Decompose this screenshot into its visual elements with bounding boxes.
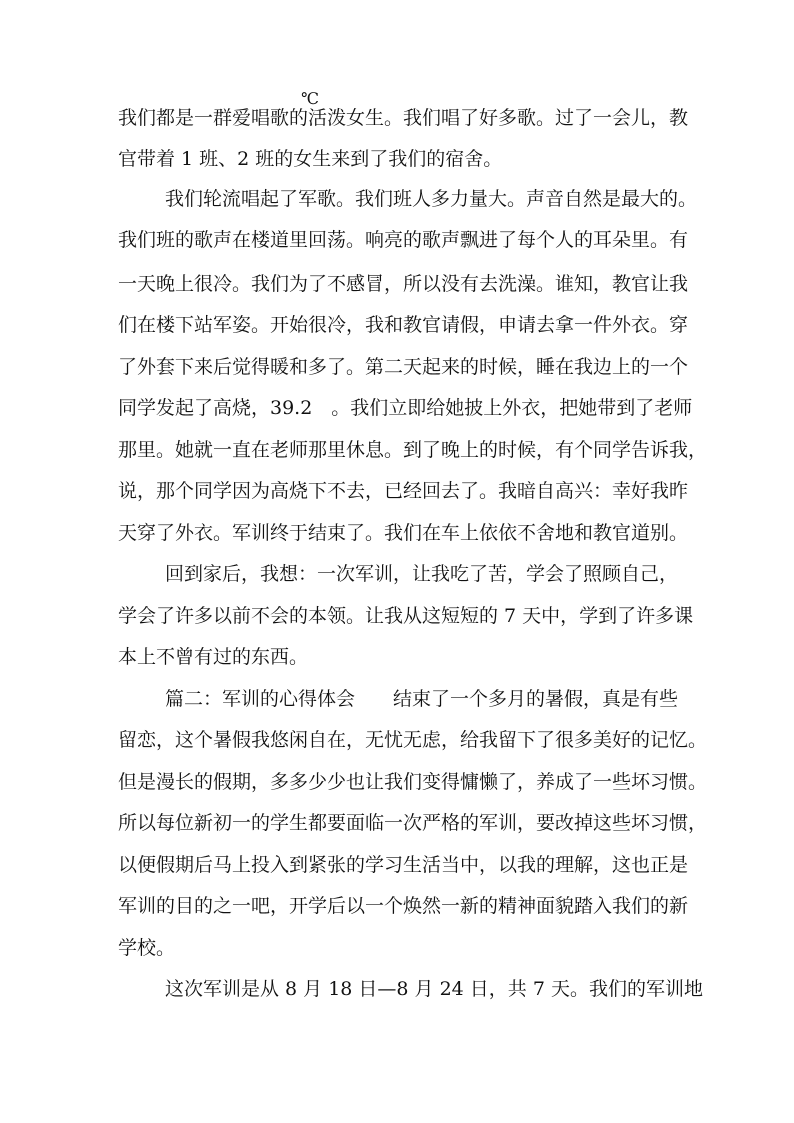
- stray-celsius-mark: ℃: [301, 89, 319, 108]
- text-line: 这次军训是从 8 月 18 日—8 月 24 日，共 7 天。我们的军训地: [165, 978, 703, 1000]
- text-line: 留恋，这个暑假我悠闲自在，无忧无虑，给我留下了很多美好的记忆。: [118, 729, 708, 751]
- text-line: 所以每位新初一的学生都要面临一次严格的军训，要改掉这些坏习惯，: [118, 812, 708, 834]
- text-line: 学会了许多以前不会的本领。让我从这短短的 7 天中，学到了许多课: [118, 605, 694, 627]
- text-line: 一天晚上很冷。我们为了不感冒，所以没有去洗澡。谁知，教官让我: [118, 273, 689, 295]
- text-line: 说，那个同学因为高烧下不去，已经回去了。我暗自高兴：幸好我昨: [118, 480, 689, 502]
- text-line: 本上不曾有过的东西。: [118, 646, 309, 668]
- text-line: 我们轮流唱起了军歌。我们班人多力量大。声音自然是最大的。: [165, 188, 698, 210]
- text-line: 我们都是一群爱唱歌的活泼女生。我们唱了好多歌。过了一会儿，教: [118, 107, 689, 129]
- text-line: 回到家后，我想：一次军训，让我吃了苦，学会了照顾自己，: [165, 563, 679, 585]
- text-line: 学校。: [118, 937, 176, 959]
- text-line: 但是漫长的假期，多多少少也让我们变得慵懒了，养成了一些坏习惯。: [118, 771, 708, 793]
- text-line: 官带着 1 班、2 班的女生来到了我们的宿舍。: [118, 148, 503, 170]
- text-line: 了外套下来后觉得暖和多了。第二天起来的时候，睡在我边上的一个: [118, 356, 689, 378]
- text-line: 们在楼下站军姿。开始很冷，我和教官请假，申请去拿一件外衣。穿: [118, 314, 689, 336]
- text-line: 同学发起了高烧，39.2 。我们立即给她披上外衣，把她带到了老师: [118, 397, 693, 419]
- text-line: 军训的目的之一吧，开学后以一个焕然一新的精神面貌踏入我们的新: [118, 895, 689, 917]
- text-line: 我们班的歌声在楼道里回荡。响亮的歌声飘进了每个人的耳朵里。有: [118, 229, 689, 251]
- text-line: 那里。她就一直在老师那里休息。到了晚上的时候，有个同学告诉我，: [118, 439, 708, 461]
- text-line: 天穿了外衣。军训终于结束了。我们在车上依依不舍地和教官道别。: [118, 522, 689, 544]
- text-line: 篇二：军训的心得体会 结束了一个多月的暑假，真是有些: [165, 688, 679, 710]
- text-line: 以便假期后马上投入到紧张的学习生活当中，以我的理解，这也正是: [118, 854, 689, 876]
